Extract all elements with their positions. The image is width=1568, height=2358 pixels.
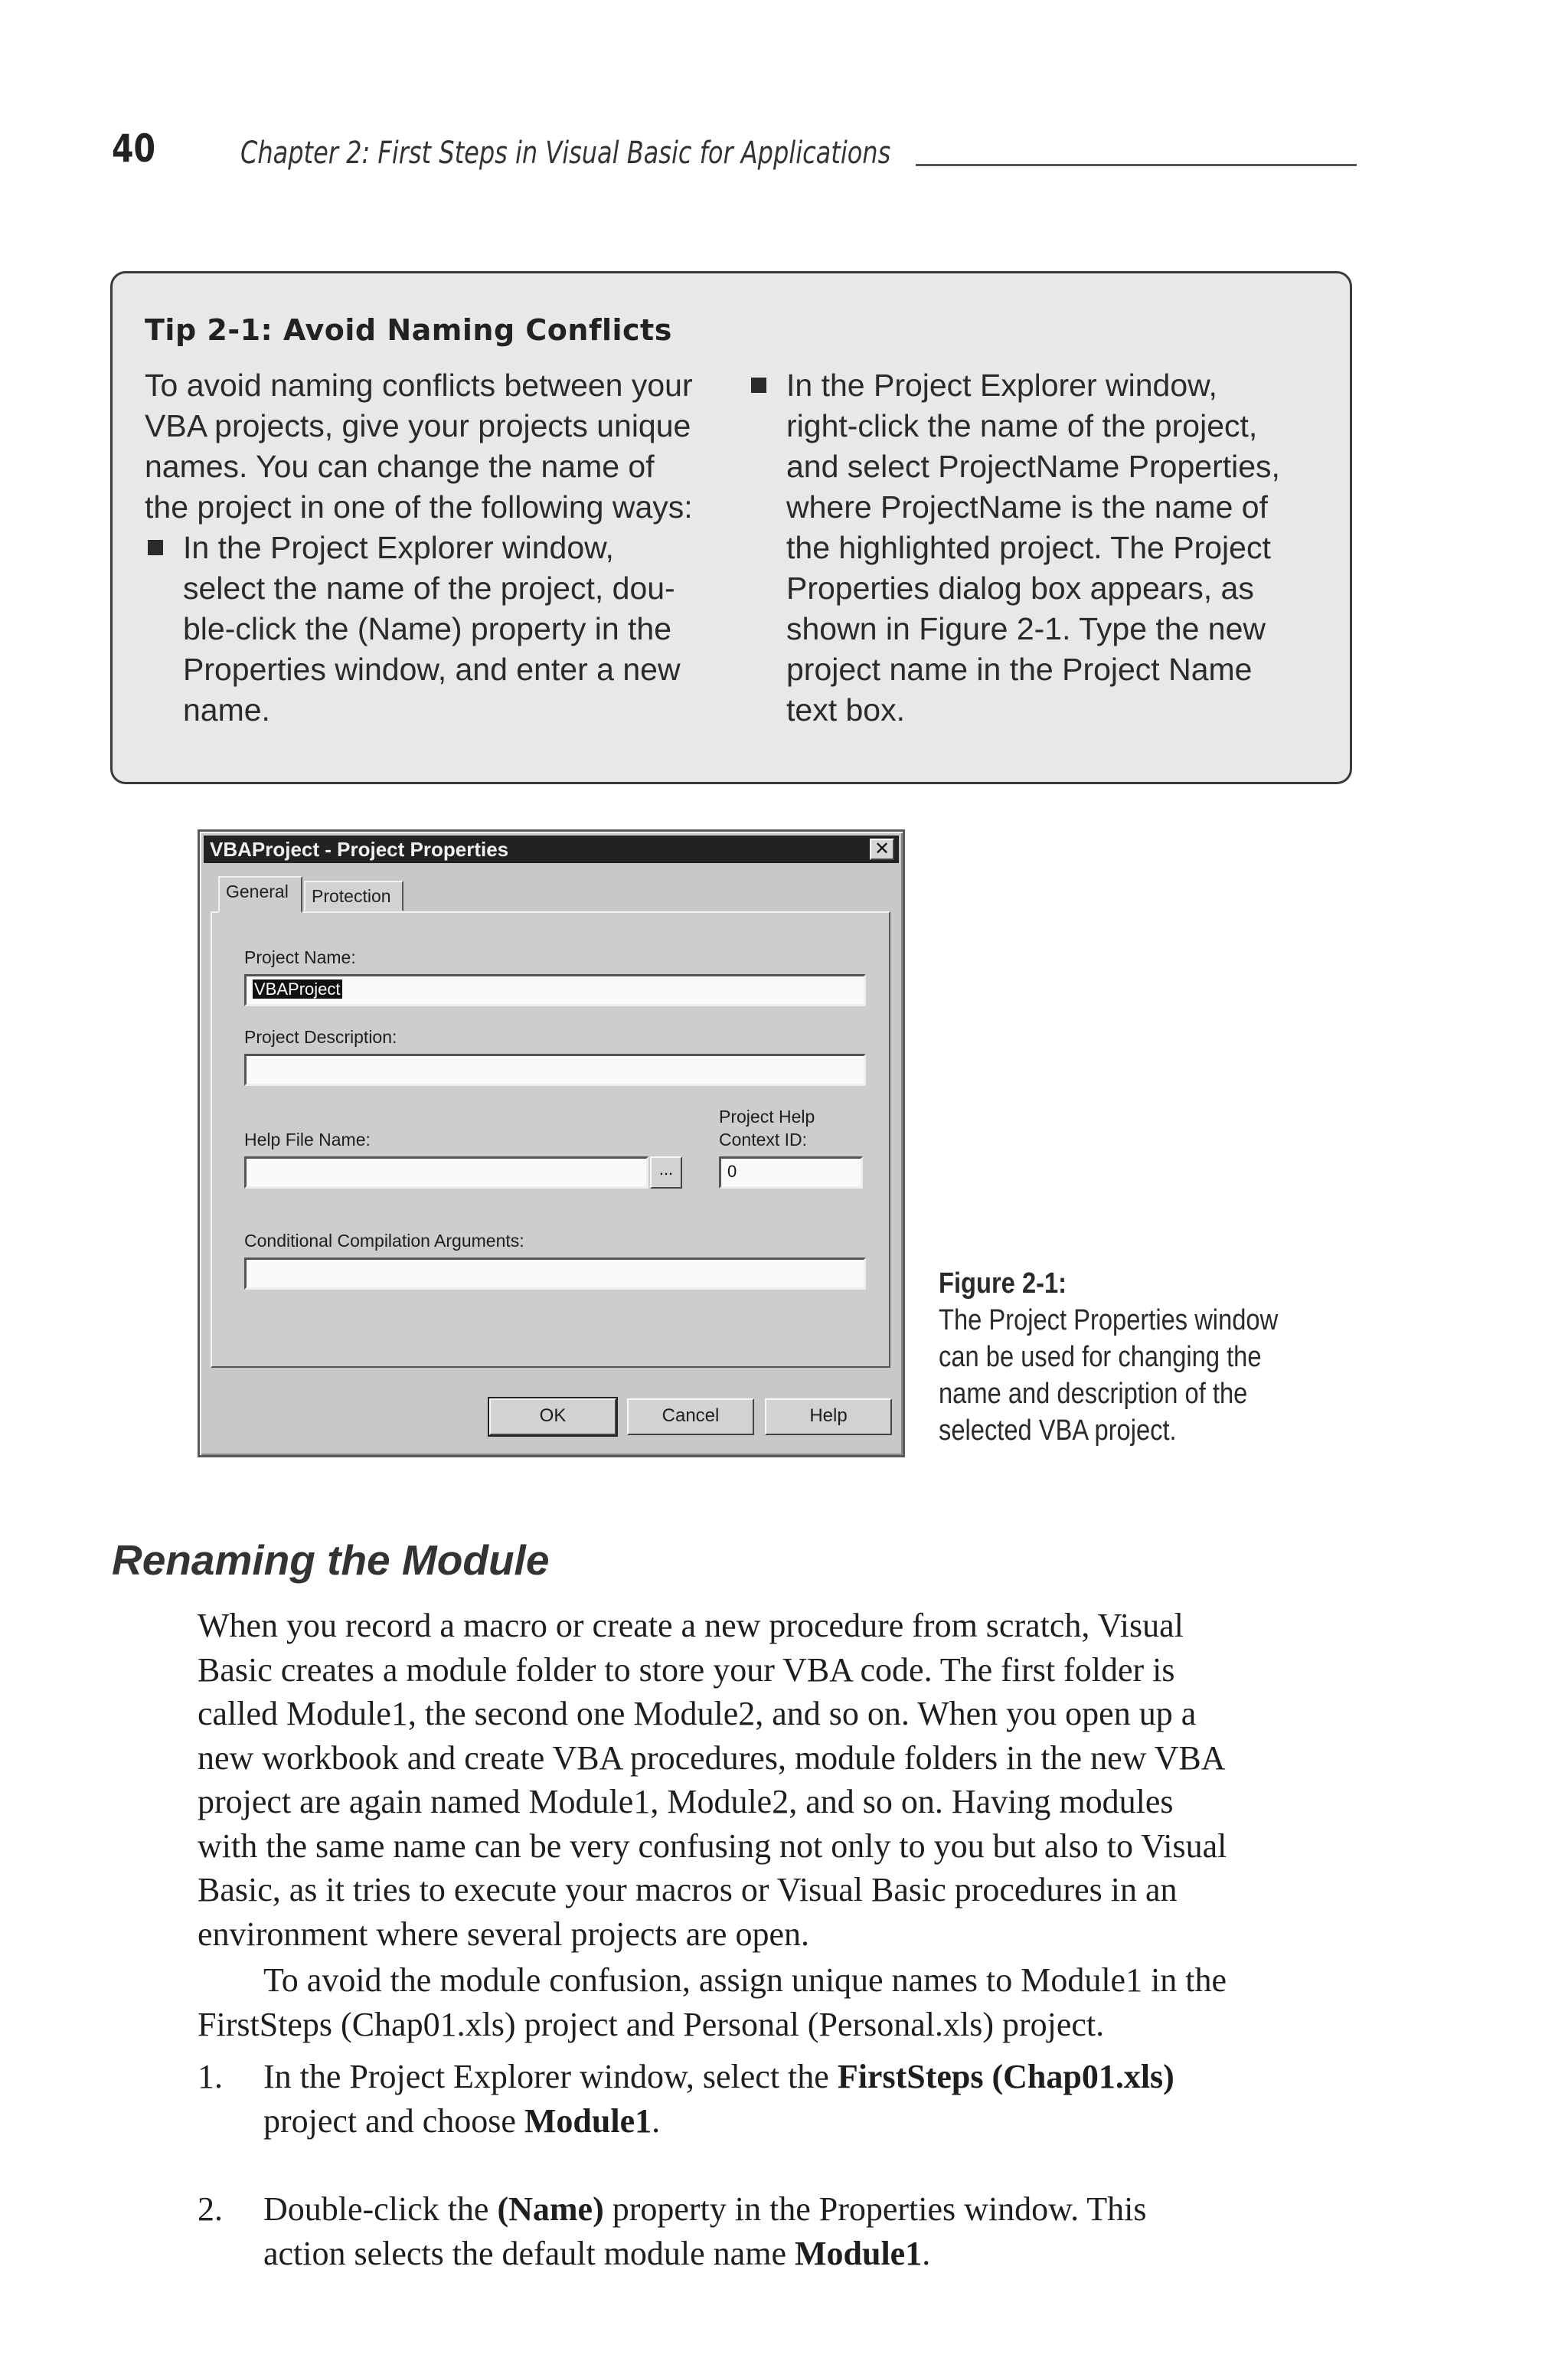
body-line: called Module1, the second one Module2, and so on. When you open up a <box>198 1695 1197 1732</box>
square-bullet-icon <box>148 540 163 555</box>
body-paragraph-1 <box>198 1604 1377 1956</box>
help-button[interactable]: Help <box>765 1398 892 1435</box>
tip-right-column <box>748 365 1330 731</box>
general-tab-panel <box>211 911 890 1368</box>
tip-bullet-line: shown in Figure 2-1. Type the new <box>786 611 1266 646</box>
cancel-button[interactable]: Cancel <box>627 1398 754 1435</box>
context-id-label-line1: Project Help <box>719 1107 815 1127</box>
tip-intro-line: VBA projects, give your projects unique <box>145 408 691 443</box>
tip-bullet-line: select the name of the project, dou- <box>183 571 675 606</box>
tip-bullet-line: In the Project Explorer window, <box>183 530 614 565</box>
step-text: In the Project Explorer window, select the <box>263 2058 838 2095</box>
tip-bullet-line: text box. <box>786 692 905 728</box>
caption-line: The Project Properties window <box>939 1304 1279 1336</box>
figure-label: Figure 2-1: <box>939 1267 1067 1300</box>
body-line: Basic, as it tries to execute your macros or Visual Basic procedures in an <box>198 1871 1178 1908</box>
step-2 <box>198 2187 1377 2275</box>
tab-protection[interactable]: Protection <box>304 881 403 911</box>
browse-button[interactable]: ... <box>650 1156 682 1189</box>
tip-bullet-line: project name in the Project Name <box>786 652 1253 687</box>
tip-bullet-line: ble-click the (Name) property in the <box>183 611 672 646</box>
tip-bullet-line: where ProjectName is the name of <box>786 489 1268 525</box>
project-name-field[interactable] <box>244 974 866 1006</box>
tip-intro-line: To avoid naming conflicts between your <box>145 368 693 403</box>
project-description-label: Project Description: <box>244 1027 397 1047</box>
project-name-label: Project Name: <box>244 947 356 967</box>
caption-line: can be used for changing the <box>939 1341 1262 1373</box>
project-description-field[interactable] <box>244 1054 866 1086</box>
caption-line: name and description of the <box>939 1378 1248 1410</box>
dialog-titlebar <box>204 836 899 863</box>
conditional-compilation-field[interactable] <box>244 1257 866 1290</box>
body-line: with the same name can be very confusing not only to you but also to Visual <box>198 1827 1227 1865</box>
tip-bullet-line: and select ProjectName Properties, <box>786 449 1280 484</box>
body-line: new workbook and create VBA procedures, module folders in the new VBA <box>198 1738 1226 1777</box>
tip-bullet-2 <box>748 365 1330 731</box>
caption-line: selected VBA project. <box>939 1414 1177 1447</box>
figure-caption <box>939 1265 1367 1449</box>
context-id-field[interactable]: 0 <box>719 1156 863 1189</box>
tip-intro-line: names. You can change the name of <box>145 449 655 484</box>
conditional-compilation-label: Conditional Compilation Arguments: <box>244 1231 524 1251</box>
tip-box <box>110 271 1352 784</box>
project-properties-dialog <box>198 829 905 1457</box>
help-file-name-label: Help File Name: <box>244 1130 371 1150</box>
page-number: 40 <box>112 126 156 171</box>
close-button[interactable]: ✕ <box>870 839 894 860</box>
step-bold-text: Module1 <box>524 2101 652 2140</box>
header-rule <box>916 164 1357 166</box>
body-paragraph-2 <box>198 1958 1377 2046</box>
body-line: FirstSteps (Chap01.xls) project and Personal (Personal.xls) project. <box>198 2005 1105 2043</box>
step-text: . <box>922 2234 931 2272</box>
step-text: project and choose <box>263 2101 524 2140</box>
tip-bullet-line: In the Project Explorer window, <box>786 368 1217 403</box>
tip-bullet-line: right-click the name of the project, <box>786 408 1258 443</box>
tab-general[interactable]: General <box>218 876 302 913</box>
square-bullet-icon <box>751 378 766 393</box>
tip-bullet-1 <box>145 528 742 731</box>
help-file-name-field[interactable] <box>244 1156 648 1189</box>
step-bold-text: Module1 <box>794 2234 923 2272</box>
tip-left-column <box>145 365 742 731</box>
body-line: When you record a macro or create a new procedure from scratch, Visual <box>198 1607 1184 1644</box>
step-number: 2. <box>198 2190 223 2228</box>
section-title: Renaming the Module <box>112 1536 550 1584</box>
step-bold-text: FirstSteps (Chap01.xls) <box>837 2058 1174 2095</box>
step-number: 1. <box>198 2058 223 2095</box>
step-bold-text: (Name) <box>497 2190 604 2228</box>
project-name-value: VBAProject <box>254 980 341 999</box>
tip-title: Tip 2-1: Avoid Naming Conflicts <box>145 313 672 347</box>
running-head: Chapter 2: First Steps in Visual Basic for Applications <box>240 136 891 171</box>
body-line: project are again named Module1, Module2, and so on. Having modules <box>198 1783 1174 1820</box>
tip-bullet-line: Properties dialog box appears, as <box>786 571 1254 606</box>
dialog-title: VBAProject - Project Properties <box>210 838 509 861</box>
body-line: environment where several projects are open. <box>198 1915 809 1953</box>
step-text: . <box>652 2101 661 2140</box>
tip-bullet-line: the highlighted project. The Project <box>786 530 1271 565</box>
step-text: Double-click the <box>263 2190 498 2228</box>
body-line: Basic creates a module folder to store your VBA code. The first folder is <box>198 1650 1175 1689</box>
context-id-label-line2: Context ID: <box>719 1130 808 1150</box>
tip-intro-line: the project in one of the following ways: <box>145 489 693 525</box>
tip-bullet-line: name. <box>183 692 270 728</box>
step-text: property in the Properties window. This <box>603 2190 1147 2228</box>
tip-bullet-line: Properties window, and enter a new <box>183 652 681 687</box>
step-text: action selects the default module name <box>263 2234 795 2272</box>
step-1 <box>198 2055 1377 2143</box>
body-line: To avoid the module confusion, assign unique names to Module1 in the <box>263 1961 1227 1999</box>
ok-button[interactable]: OK <box>489 1398 616 1435</box>
